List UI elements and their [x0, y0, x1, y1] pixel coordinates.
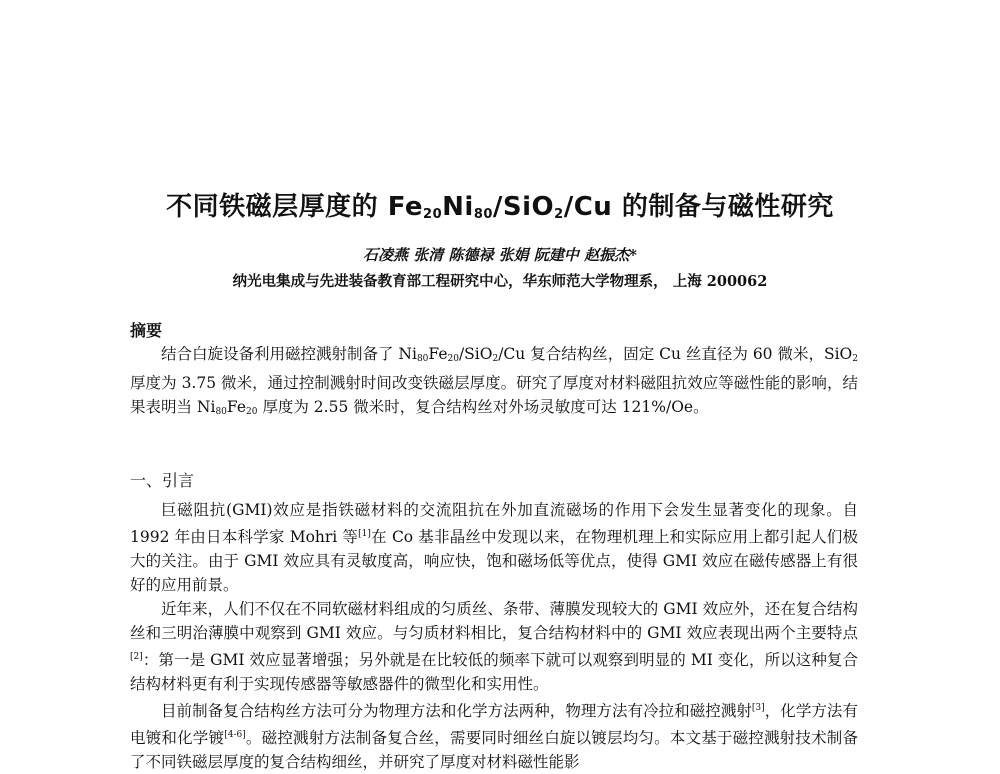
intro-heading: 一、引言 [130, 471, 195, 490]
paper-title: 不同铁磁层厚度的 $Fe_{20}Ni_{80}/SiO_2/Cu$ 的制备与磁性研究 [166, 192, 834, 222]
authors: 石凌燕 张清 陈德禄 张娟 阮建中 赵振杰* [363, 246, 637, 264]
abstract-heading: 摘要 [130, 321, 163, 340]
intro-paragraph-1: 巨磁阻抗(GMI)效应是指铁磁材料的交流阻抗在外加直流磁场的作用下会发生显著变化的现象。自 1992 年由日本科学家 Mohri 等[1]在 Co 基非晶丝中发现以来，在物理机理上和实际应用上都引起人们极大的关注。由于 GMI 效应具有灵敏度高，响应快，饱和磁场低等优点，使得 GMI 效应在磁传感器上有很好的应用前景。 [130, 501, 858, 594]
abstract-body: 结合白旋设备利用磁控溅射制备了 $Ni_{80}Fe_{20}/SiO_2/Cu$ 复合结构丝，固定 Cu 丝直径为 60 微米，SiO$_2$ 厚度为 3.75 微米，通过控制溅射时间改变铁磁层厚度。研究了厚度对材料磁阻抗效应等磁性能的影响，结果表明当 $Ni_{80}Fe_{20}$ 厚度为 2.55 微米时，复合结构丝对外场灵敏度可达 121%/Oe。 [130, 345, 858, 417]
intro-paragraph-3: 目前制备复合结构丝方法可分为物理方法和化学方法两种，物理方法有冷拉和磁控溅射[3]，化学方法有电镀和化学镀[4-6]。磁控溅射方法制备复合丝，需要同时细丝白旋以镀层均匀。本文基于磁控溅射技术制备了不同铁磁层厚度的复合结构细丝，并研究了厚度对材料磁性能影 [130, 702, 858, 771]
intro-body [130, 498, 858, 774]
affiliation: 纳光电集成与先进装备教育部工程研究中心，华东师范大学物理系， 上海 200062 [232, 273, 768, 290]
intro-paragraph-2: 近年来，人们不仅在不同软磁材料组成的匀质丝、条带、薄膜发现较大的 GMI 效应外，还在复合结构丝和三明治薄膜中观察到 GMI 效应。与匀质材料相比，复合结构材料中的 GMI 效应表现出两个主要特点[2]：第一是 GMI 效应显著增强；另外就是在比较低的频率下就可以观察到明显的 MI 变化，所以这种复合结构材料更有利于实现传感器等敏感器件的微型化和实用性。 [130, 600, 858, 693]
